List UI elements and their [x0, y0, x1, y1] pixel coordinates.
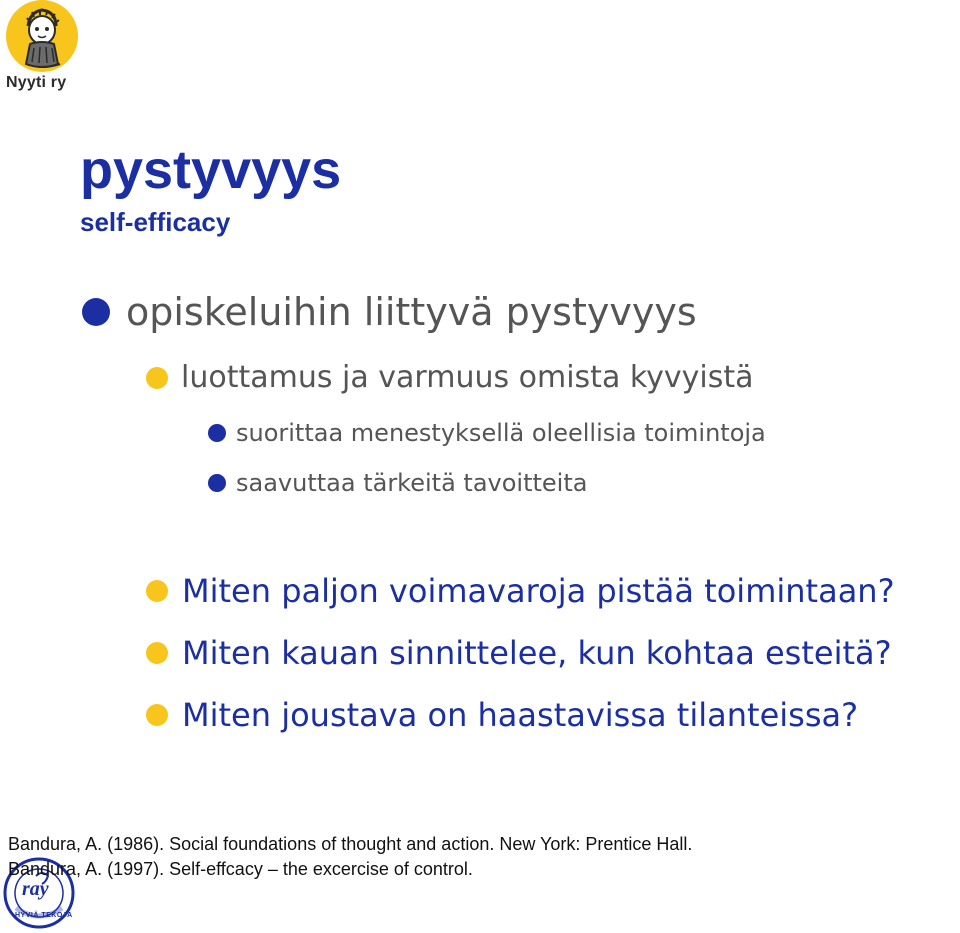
bullet-main-text: opiskeluihin liittyvä pystyvyys [126, 290, 697, 334]
nyyti-logo [4, 0, 78, 100]
reference-item: Bandura, A. (1986). Social foundations of thought and action. New York: Prentice Hall. [8, 834, 693, 854]
logo-character-icon [4, 0, 82, 76]
logo-brand-text: Nyyti ry [6, 74, 67, 91]
bullet-subsub-text: saavuttaa tärkeitä tavoitteita [236, 469, 588, 497]
bullet-sub [146, 360, 754, 395]
question-text: Miten paljon voimavaroja pistää toimintaan? [182, 572, 895, 610]
bullet-dot-icon [146, 704, 168, 726]
bullet-dot-icon [208, 474, 226, 492]
bullet-subsub [208, 469, 587, 497]
reference-item: Bandura, A. (1997). Self-effcacy – the excercise of control. [8, 859, 473, 879]
ray-logo-text: ray [22, 878, 49, 900]
question-item [146, 696, 858, 734]
page-subtitle: self-efficacy [80, 207, 231, 237]
ray-logo-ring-text: HYVIÄ TEKOJA [15, 912, 73, 919]
question-text: Miten kauan sinnittelee, kun kohtaa esteitä? [182, 634, 892, 672]
question-item [146, 572, 895, 610]
bullet-subsub [208, 419, 766, 447]
page-title: pystyvyys [80, 140, 342, 200]
bullet-dot-icon [146, 642, 168, 664]
bullet-dot-icon [146, 580, 168, 602]
question-item [146, 634, 892, 672]
bullet-dot-icon [146, 367, 168, 389]
bullet-dot-icon [208, 424, 226, 442]
question-text: Miten joustava on haastavissa tilanteissa? [182, 696, 859, 734]
bullet-dot-icon [82, 298, 110, 326]
bullet-subsub-text: suorittaa menestyksellä oleellisia toimintoja [236, 419, 766, 447]
bullet-sub-text: luottamus ja varmuus omista kyvyistä [181, 360, 754, 395]
bullet-main [82, 290, 697, 334]
